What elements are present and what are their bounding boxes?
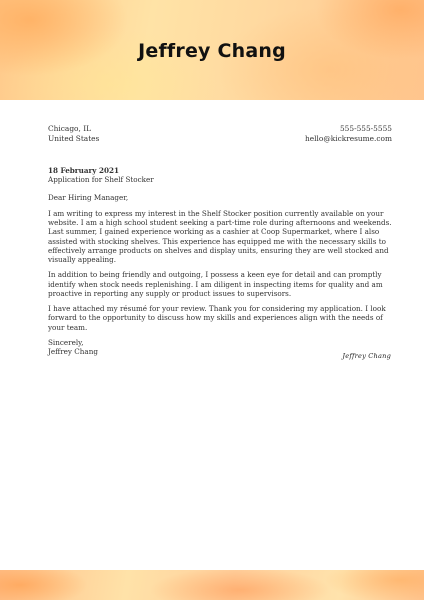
email: hello@kickresume.com: [305, 134, 392, 143]
letter-closing: Sincerely,: [48, 338, 84, 347]
letter-subject: Application for Shelf Stocker: [48, 175, 154, 185]
letter-sender: Jeffrey Chang: [48, 347, 98, 357]
footer-banner: [0, 570, 424, 600]
letter-greeting: Dear Hiring Manager,: [48, 193, 129, 203]
city: Chicago, IL: [48, 124, 92, 133]
address-block: [48, 124, 99, 144]
letter-body: [48, 166, 392, 356]
letter-paragraph: I am writing to express my interest in the Shelf Stocker position currently available on your website. I am a high school student seeking a part-time role during afternoons and weekends. Last summer, I gained experience working as a cashier at Coop Supermarket, where I also assisted with stocking shelves. This experience has equipped me with the necessary skills to effectively arrange products on shelves and display units, ensuring they are well stocked and visually appealing.: [48, 209, 392, 265]
letter-paragraph: I have attached my résumé for your review. Thank you for considering my application. I look forward to the opportunity to discuss how my skills and experiences align with the needs of your team.: [48, 304, 386, 332]
applicant-name: Jeffrey Chang: [138, 40, 286, 62]
letter-paragraph: In addition to being friendly and outgoing, I possess a keen eye for detail and can promptly identify when stock needs replenishing. I am diligent in inspecting items for quality and am proactive in reporting any supply or product issues to supervisors.: [48, 270, 383, 298]
letter-date: 18 February 2021: [48, 166, 119, 175]
handwritten-signature: Jeffrey Chang: [342, 352, 391, 360]
country: United States: [48, 134, 100, 143]
header-banner: [0, 0, 424, 100]
phone: 555-555-5555: [339, 124, 392, 133]
contact-block: [305, 124, 392, 144]
